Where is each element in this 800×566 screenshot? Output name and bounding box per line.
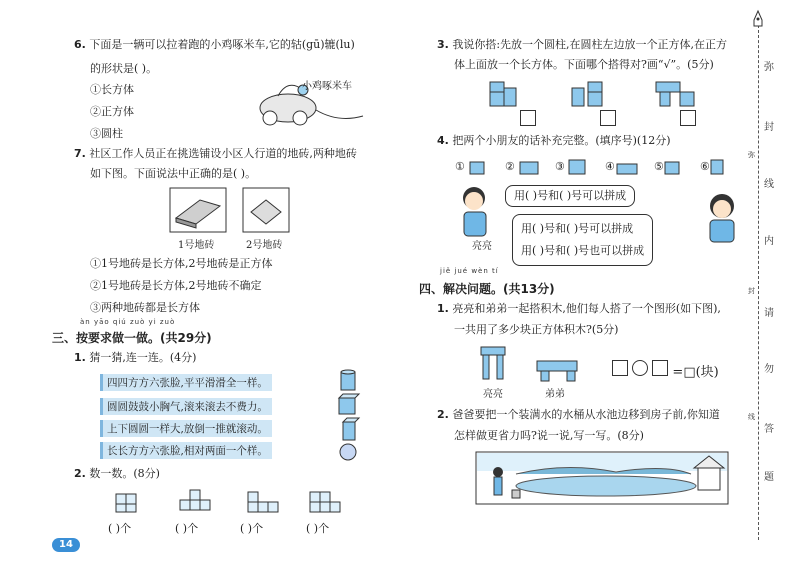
q4-item-1: ①	[455, 160, 465, 173]
question-6-line2: 的形状是( )。	[90, 62, 158, 75]
section-3-pinyin: àn yāo qiú zuò yi zuò	[80, 318, 176, 326]
q4-item-2: ②	[505, 160, 515, 173]
s3-question-1: 1. 猜一猜,连一连。(4分)	[74, 351, 197, 364]
seal-char-6: 勿	[764, 364, 774, 375]
r-question-4: 4. 把两个小朋友的话补充完整。(填序号)(12分)	[437, 134, 671, 147]
q4-block-pieces	[465, 158, 725, 178]
r-question-3-line2: 体上面放一个长方体。下面哪个搭得对?画“√”。(5分)	[454, 58, 714, 71]
q4-item-6: ⑥	[700, 160, 710, 173]
tile-2-label: 2号地砖	[246, 240, 283, 251]
block-structures	[475, 345, 585, 387]
stack-option-3-box[interactable]	[680, 110, 696, 126]
stack-option-2-box[interactable]	[600, 110, 616, 126]
s3-question-2: 2. 数一数。(8分)	[74, 467, 160, 480]
tile-2-image	[243, 188, 289, 232]
seal-char-3: 线	[764, 179, 774, 190]
count-blank-1[interactable]: ( )个	[108, 522, 132, 535]
section-4-pinyin: jiě jué wèn tí	[440, 267, 499, 275]
riddle-2: 圆圆鼓鼓小胸气,滚来滚去不费力。	[100, 398, 272, 415]
equation-box-2[interactable]	[652, 360, 668, 376]
shape-choices	[334, 370, 364, 465]
q6-option-1: ①长方体	[90, 83, 134, 96]
seal-char-8: 题	[764, 472, 774, 483]
question-7-line2: 如下图。下面说法中正确的是( )。	[90, 167, 257, 180]
rocket-icon	[752, 10, 764, 30]
seal-small-1: 弥	[748, 151, 755, 159]
riddle-3: 上下圆圆一样大,放倒一推就滚动。	[100, 420, 272, 437]
seal-char-5: 请	[764, 308, 774, 319]
boy-figure	[452, 184, 502, 240]
page-number: 14	[52, 538, 80, 552]
pond-scene-illustration	[476, 452, 728, 504]
count-blank-2[interactable]: ( )个	[175, 522, 199, 535]
count-cubes-images	[112, 488, 372, 514]
seal-small-2: 封	[748, 287, 755, 295]
question-7: 7. 社区工作人员正在挑选铺设小区人行道的地砖,两种地砖	[74, 147, 357, 160]
structure-label-2: 弟弟	[545, 389, 565, 400]
q4-item-3: ③	[555, 160, 565, 173]
riddle-1: 四四方方六张脸,平平滑滑全一样。	[100, 374, 272, 391]
q4-item-5: ⑤	[654, 160, 664, 173]
q7-option-1: ①1号地砖是长方体,2号地砖是正方体	[90, 257, 273, 270]
s4-question-2: 2. 爸爸要把一个装满水的水桶从水池边移到房子前,你知道	[437, 408, 720, 421]
chick-toy-label: 小鸡啄米车	[302, 81, 352, 92]
s4-question-2-line2: 怎样做更省力吗?说一说,写一写。(8分)	[454, 429, 644, 442]
equation[interactable]: =□(块)	[612, 360, 719, 380]
riddle-4: 长长方方六张脸,相对两面一个样。	[100, 442, 272, 459]
q7-option-3: ③两种地砖都是长方体	[90, 301, 200, 314]
seal-dashed-line	[758, 20, 759, 540]
stack-option-1-box[interactable]	[520, 110, 536, 126]
seal-char-7: 答	[764, 424, 774, 435]
seal-char-4: 内	[764, 236, 774, 247]
seal-char-1: 弥	[764, 62, 774, 73]
speech-bubble-2: 用( )号和( )号可以拼成 用( )号和( )号也可以拼成	[512, 214, 653, 266]
q6-option-3: ③圆柱	[90, 127, 123, 140]
count-blank-3[interactable]: ( )个	[240, 522, 264, 535]
seal-small-3: 线	[748, 413, 755, 421]
q4-item-4: ④	[605, 160, 615, 173]
q7-option-2: ②1号地砖是长方体,2号地砖不确定	[90, 279, 262, 292]
r-question-3: 3. 我说你搭:先放一个圆柱,在圆柱左边放一个正方体,在正方	[437, 38, 728, 51]
tile-1-label: 1号地砖	[178, 240, 215, 251]
equation-operator-circle[interactable]	[632, 360, 648, 376]
equation-box-1[interactable]	[612, 360, 628, 376]
structure-label-1: 亮亮	[483, 389, 503, 400]
section-3-title: 三、按要求做一做。(共29分)	[52, 331, 212, 345]
stacking-options-images	[488, 78, 718, 110]
q6-option-2: ②正方体	[90, 105, 134, 118]
tile-1-image	[170, 188, 226, 232]
seal-char-2: 封	[764, 122, 774, 133]
count-blank-4[interactable]: ( )个	[306, 522, 330, 535]
s4-question-1-line2: 一共用了多少块正方体积木?(5分)	[454, 323, 619, 336]
s4-question-1: 1. 亮亮和弟弟一起搭积木,他们每人搭了一个图形(如下图),	[437, 302, 721, 315]
question-6: 6. 下面是一辆可以拉着跑的小鸡啄米车,它的轱(gū)辘(lu)	[74, 38, 355, 51]
speech-bubble-1: 用( )号和( )号可以拼成	[505, 185, 635, 207]
section-4-title: 四、解决问题。(共13分)	[419, 282, 555, 296]
girl-figure	[700, 192, 744, 244]
boy-name-label: 亮亮	[472, 241, 492, 252]
